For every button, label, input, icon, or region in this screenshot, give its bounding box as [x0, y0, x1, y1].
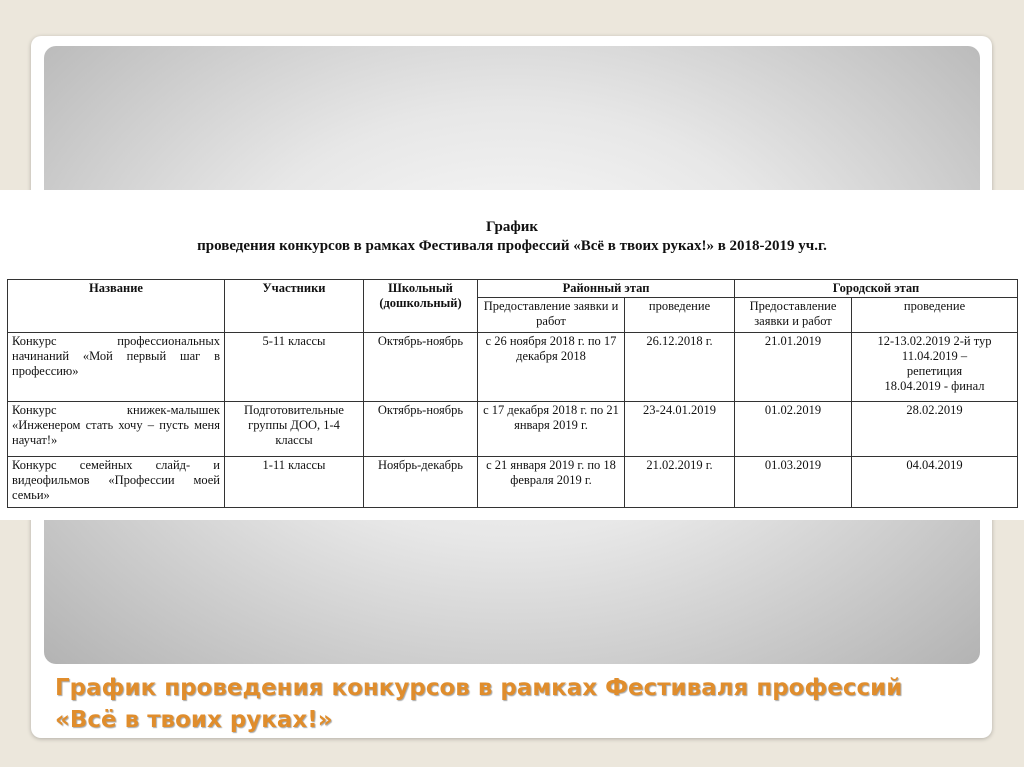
row-city-holding — [852, 402, 1018, 457]
slide-caption: График проведения конкурсов в рамках Фестиваля профессий «Всё в твоих руках!» — [55, 675, 903, 733]
row-district-submission: с 26 ноября 2018 г. по 17 декабря 2018 — [478, 333, 625, 402]
table-row — [8, 402, 1018, 457]
header-district-submission: Предоставление заявки и работ — [478, 298, 625, 333]
city-holding-line: 11.04.2019 – — [901, 349, 968, 363]
city-holding-line: 04.04.2019 — [906, 458, 963, 472]
header-district-holding: проведение — [625, 298, 735, 333]
row-city-submission: 01.03.2019 — [735, 457, 852, 508]
row-participants: 5-11 классы — [225, 333, 364, 402]
header-city-holding: проведение — [852, 298, 1018, 333]
row-school-dates: Ноябрь-декабрь — [364, 457, 478, 508]
row-city-holding — [852, 457, 1018, 508]
row-city-submission: 21.01.2019 — [735, 333, 852, 402]
header-participants: Участники — [225, 280, 364, 333]
city-holding-line: 28.02.2019 — [906, 403, 963, 417]
schedule-table — [7, 279, 1018, 508]
table-row — [8, 333, 1018, 402]
city-holding-line: 12-13.02.2019 2-й тур — [877, 334, 992, 348]
city-holding-line: репетиция — [906, 364, 963, 378]
row-name: Конкурс книжек-малышек «Инженером стать хочу – пусть меня научат!» — [8, 402, 225, 457]
header-name: Название — [8, 280, 225, 333]
row-name: Конкурс семейных слайд- и видеофильмов «Профессии моей семьи» — [8, 457, 225, 508]
table-row — [8, 457, 1018, 508]
city-holding-line: 18.04.2019 - финал — [884, 379, 985, 393]
row-district-submission: с 21 января 2019 г. по 18 февраля 2019 г. — [478, 457, 625, 508]
header-district-stage: Районный этап — [478, 280, 735, 298]
document-title: График — [485, 219, 539, 235]
row-district-holding: 23-24.01.2019 — [625, 402, 735, 457]
row-school-dates: Октябрь-ноябрь — [364, 333, 478, 402]
table-header-row — [8, 280, 1018, 298]
row-school-dates: Октябрь-ноябрь — [364, 402, 478, 457]
row-district-holding: 21.02.2019 г. — [625, 457, 735, 508]
header-city-submission: Предоставление заявки и работ — [735, 298, 852, 333]
row-participants: 1-11 классы — [225, 457, 364, 508]
row-name: Конкурс профессиональных начинаний «Мой первый шаг в профессию» — [8, 333, 225, 402]
row-city-submission: 01.02.2019 — [735, 402, 852, 457]
row-city-holding — [852, 333, 1018, 402]
row-district-holding: 26.12.2018 г. — [625, 333, 735, 402]
row-district-submission: с 17 декабря 2018 г. по 21 января 2019 г. — [478, 402, 625, 457]
header-city-stage: Городской этап — [735, 280, 1018, 298]
header-school-stage: Школьный (дошкольный) — [364, 280, 478, 333]
document-subtitle: проведения конкурсов в рамках Фестиваля профессий «Всё в твоих руках!» в 2018-2019 уч.г. — [197, 238, 827, 254]
row-participants: Подготовительные группы ДОО, 1-4 классы — [225, 402, 364, 457]
